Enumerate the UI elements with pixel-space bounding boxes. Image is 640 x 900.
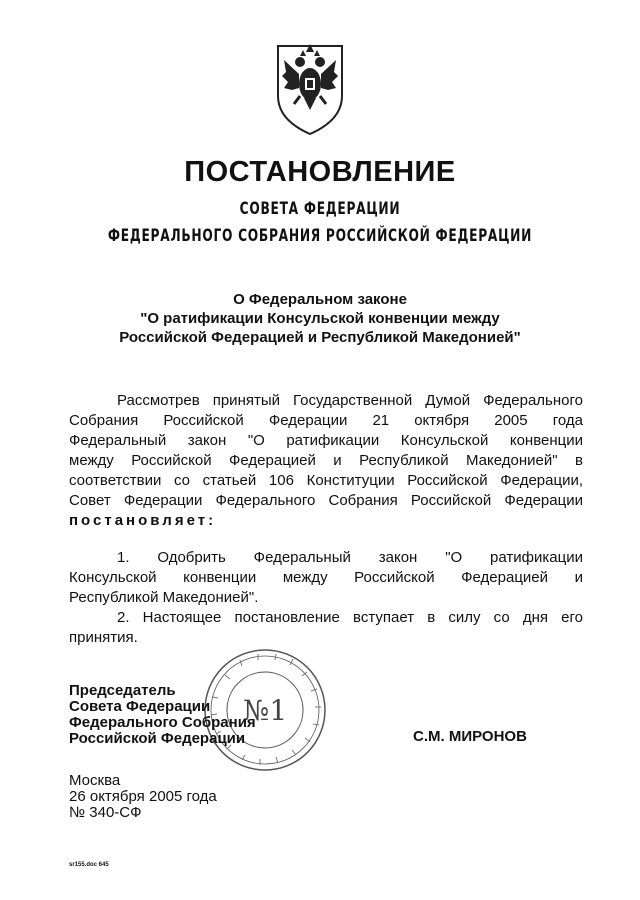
date: 26 октября 2005 года: [69, 788, 217, 805]
russian-coat-of-arms-icon: [270, 38, 350, 138]
word: "О: [445, 549, 463, 566]
word: Российской: [131, 452, 212, 469]
word: Собрания: [328, 492, 398, 509]
word: и: [333, 452, 342, 469]
document-number: № 340-СФ: [69, 804, 142, 821]
word: Федерации: [123, 492, 203, 509]
position-line: Совета Федерации: [69, 698, 211, 715]
word: дня: [522, 609, 548, 626]
word: Федерации: [504, 492, 583, 509]
word: его: [561, 609, 583, 626]
text-line: [69, 548, 583, 568]
word: Консульской: [400, 432, 489, 449]
word: Македонией": [465, 452, 558, 469]
word: ратификации: [490, 549, 583, 566]
assembly-name: ФЕДЕРАЛЬНОГО СОБРАНИЯ РОССИЙСКОЙ ФЕДЕРАЦИИ: [107, 226, 533, 246]
text-line: [69, 451, 583, 471]
word: Российской: [410, 492, 492, 509]
word: Федерацией: [461, 569, 549, 586]
word: со: [173, 472, 190, 489]
word: года: [552, 412, 583, 429]
word: Одобрить: [157, 549, 226, 566]
subject-line: Российской Федерацией и Республикой Македонией": [119, 329, 521, 346]
city: Москва: [69, 772, 121, 789]
preamble-paragraph: [69, 391, 583, 531]
word: соответствии: [69, 472, 162, 489]
decision-paragraph: [69, 548, 583, 648]
word: в: [427, 609, 436, 626]
text-line: [69, 491, 583, 511]
word: между: [69, 452, 114, 469]
text-line: [69, 431, 583, 451]
word: Российской: [354, 569, 435, 586]
text-line: [69, 568, 583, 588]
word: в: [574, 452, 583, 469]
text-line: [69, 608, 583, 628]
word: Федеральный: [253, 549, 351, 566]
subject-line: "О ратификации Консульской конвенции между: [140, 310, 500, 327]
position-line: Российской Федерации: [69, 730, 246, 747]
word: Федерального: [483, 392, 583, 409]
text-line: принятия.: [69, 629, 138, 646]
word: постановление: [234, 609, 340, 626]
word: статьей: [202, 472, 257, 489]
word: со: [493, 609, 510, 626]
word: Федеральный: [69, 432, 167, 449]
council-name: СОВЕТА ФЕДЕРАЦИИ: [239, 199, 401, 219]
word: Республикой: [359, 452, 449, 469]
word: вступает: [353, 609, 415, 626]
word: ратификации: [286, 432, 380, 449]
word: Конституции: [306, 472, 395, 489]
decision-word-text: постановляет:: [69, 512, 217, 529]
text-line: Республикой Македонией".: [69, 589, 259, 606]
document-title: ПОСТАНОВЛЕНИЕ: [184, 156, 456, 188]
word: 2005: [494, 412, 528, 429]
word: 21: [372, 412, 390, 429]
word: октября: [414, 412, 470, 429]
word: Совет: [69, 492, 111, 509]
text-line: [69, 391, 583, 411]
subject-line: О Федеральном законе: [233, 291, 407, 308]
word: 1.: [117, 549, 130, 566]
place-date-number: [69, 773, 217, 821]
word: Настоящее: [142, 609, 222, 626]
word: Российской: [407, 472, 488, 489]
file-code: sr155.doc 645: [69, 862, 109, 868]
stamp-number: №1: [242, 694, 288, 727]
word: Федерального: [215, 492, 316, 509]
word: 106: [268, 472, 294, 489]
word: конвенции: [183, 569, 257, 586]
word: Федерации: [268, 412, 348, 429]
resolution-subject: [0, 290, 640, 347]
word: силу: [448, 609, 481, 626]
word: закон: [378, 549, 418, 566]
word: конвенции: [509, 432, 583, 449]
word: закон: [187, 432, 227, 449]
word: Государственной: [293, 392, 413, 409]
text-line: [69, 471, 583, 491]
text-line: [69, 411, 583, 431]
word: "О: [247, 432, 265, 449]
position-line: Председатель: [69, 682, 176, 699]
word: принятый: [212, 392, 280, 409]
position-line: Федерального Собрания: [69, 714, 256, 731]
word: Рассмотрев: [117, 392, 200, 409]
decision-word: [69, 511, 583, 531]
word: Думой: [425, 392, 471, 409]
signer-name: С.М. МИРОНОВ: [413, 728, 527, 745]
signature-position: [69, 683, 256, 747]
word: 2.: [117, 609, 130, 626]
word: Российской: [163, 412, 244, 429]
word: Консульской: [69, 569, 157, 586]
word: Собрания: [69, 412, 139, 429]
word: между: [282, 569, 328, 586]
word: Федерации,: [500, 472, 583, 489]
word: Федерацией: [229, 452, 316, 469]
word: и: [574, 569, 583, 586]
